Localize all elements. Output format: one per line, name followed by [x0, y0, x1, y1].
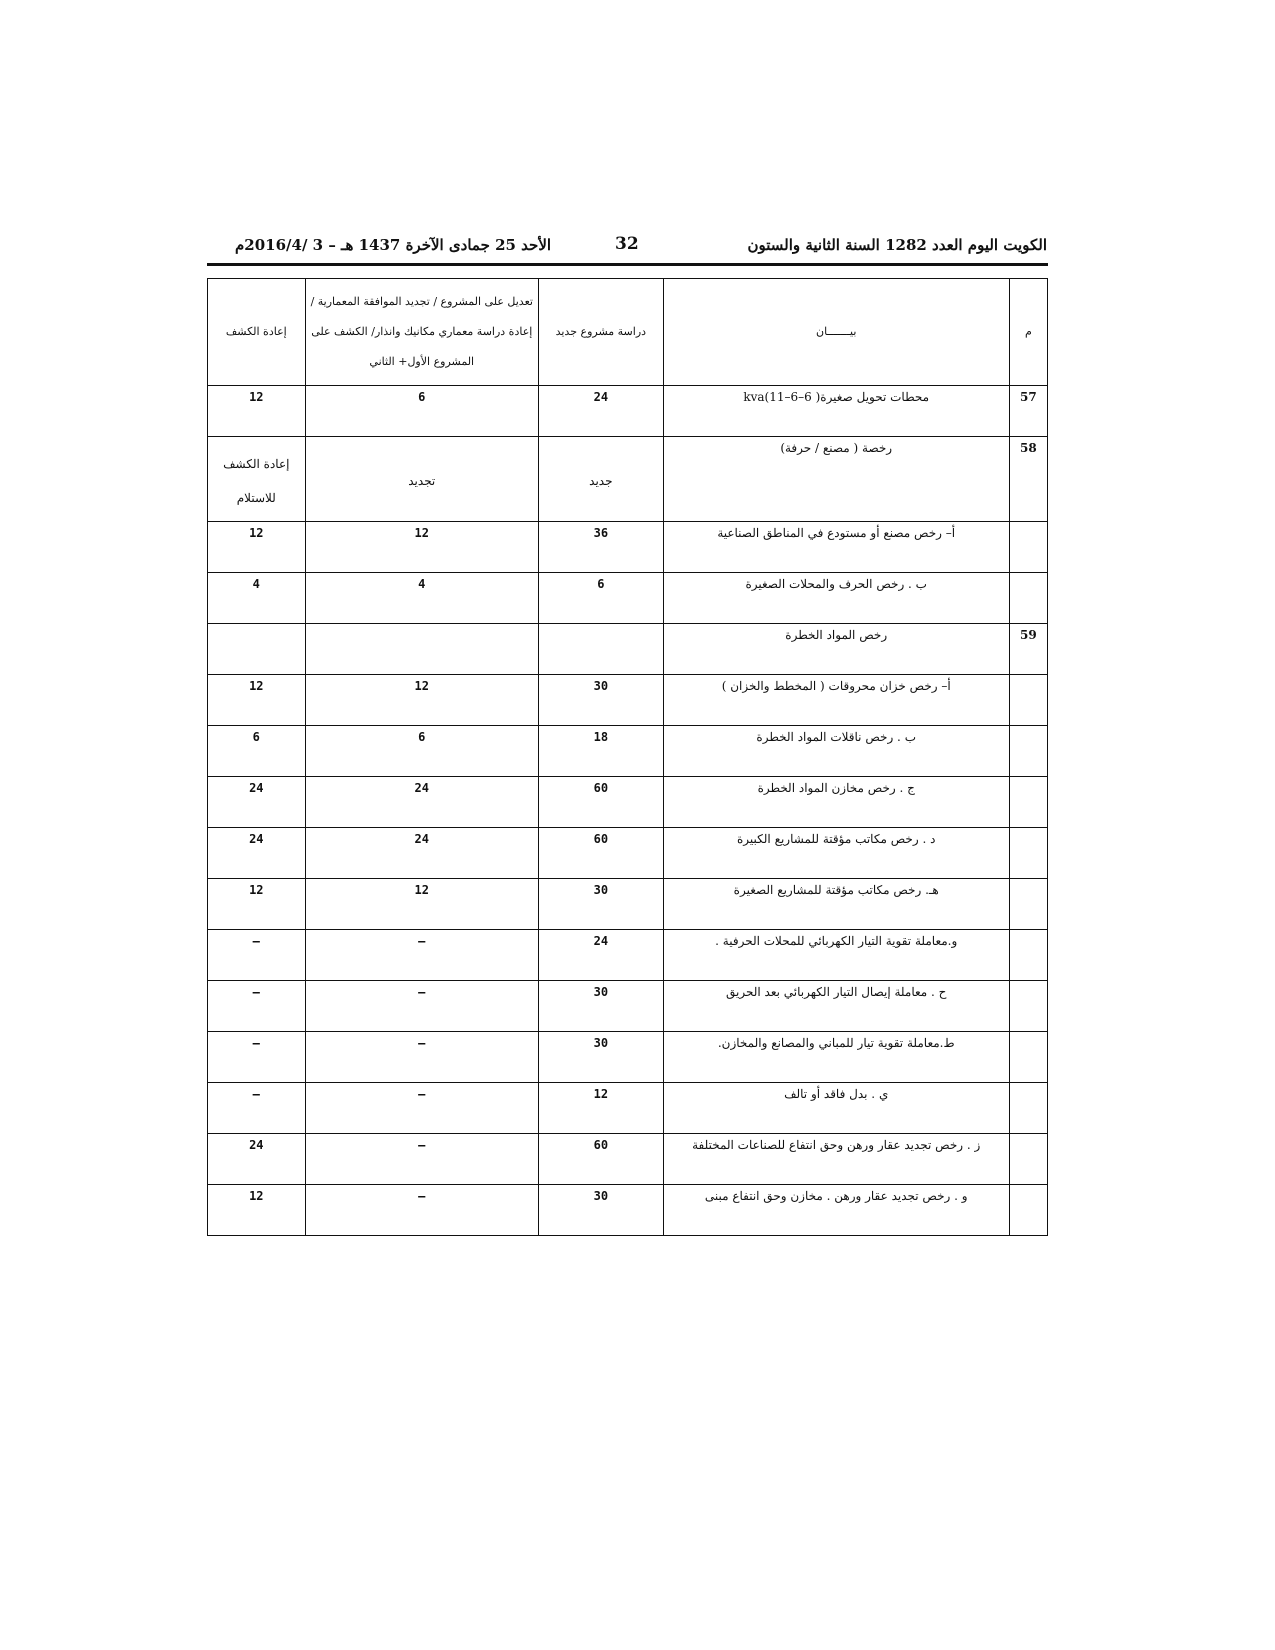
cell-reinspection: 12: [208, 879, 306, 930]
cell-new-project: 60: [538, 1134, 663, 1185]
table-row: [208, 828, 1048, 879]
cell-statement: ب . رخص ناقلات المواد الخطرة: [663, 726, 1009, 777]
cell-modification: [305, 624, 538, 675]
cell-serial: [1009, 1134, 1047, 1185]
table-row: [208, 777, 1048, 828]
cell-reinspection: [208, 624, 306, 675]
header-serial: م: [1009, 279, 1047, 386]
cell-new-project: 30: [538, 1185, 663, 1236]
cell-modification: 6: [305, 386, 538, 437]
cell-modification: –: [305, 981, 538, 1032]
table-row: [208, 437, 1048, 522]
table-row: [208, 930, 1048, 981]
table-row: [208, 522, 1048, 573]
cell-statement: أ– رخص مصنع أو مستودع في المناطق الصناعية: [663, 522, 1009, 573]
cell-new-project: 24: [538, 386, 663, 437]
header-new-project: دراسة مشروع جديد: [538, 279, 663, 386]
cell-statement: ز . رخص تجديد عقار ورهن وحق انتفاع للصناعات المختلفة: [663, 1134, 1009, 1185]
cell-new-project: 6: [538, 573, 663, 624]
cell-new-project: جديد: [538, 437, 663, 522]
cell-serial: [1009, 675, 1047, 726]
cell-new-project: 30: [538, 879, 663, 930]
cell-serial: [1009, 828, 1047, 879]
gazette-issue-title: الكويت اليوم العدد 1282 السنة الثانية والستون: [747, 236, 1047, 254]
cell-serial: [1009, 1185, 1047, 1236]
cell-new-project: 24: [538, 930, 663, 981]
table-row: [208, 675, 1048, 726]
cell-modification: 12: [305, 522, 538, 573]
cell-modification: –: [305, 1032, 538, 1083]
table-row: [208, 386, 1048, 437]
cell-serial: [1009, 930, 1047, 981]
table-row: [208, 726, 1048, 777]
cell-statement: رخص المواد الخطرة: [663, 624, 1009, 675]
cell-new-project: 30: [538, 675, 663, 726]
cell-modification: 12: [305, 879, 538, 930]
cell-new-project: 12: [538, 1083, 663, 1134]
cell-serial: [1009, 522, 1047, 573]
header-statement: بيـــــــان: [663, 279, 1009, 386]
table-row: [208, 1134, 1048, 1185]
cell-reinspection: 4: [208, 573, 306, 624]
cell-modification: –: [305, 1083, 538, 1134]
cell-reinspection: –: [208, 981, 306, 1032]
cell-statement: رخصة ( مصنع / حرفة): [663, 437, 1009, 522]
cell-statement: ي . بدل فاقد أو تالف: [663, 1083, 1009, 1134]
cell-serial: [1009, 573, 1047, 624]
header-rule: [207, 263, 1048, 266]
cell-modification: تجديد: [305, 437, 538, 522]
table-row: [208, 879, 1048, 930]
cell-serial: [1009, 777, 1047, 828]
cell-statement: د . رخص مكاتب مؤقتة للمشاريع الكبيرة: [663, 828, 1009, 879]
cell-reinspection: –: [208, 1032, 306, 1083]
cell-reinspection: 12: [208, 675, 306, 726]
cell-modification: 6: [305, 726, 538, 777]
table-row: [208, 1032, 1048, 1083]
cell-reinspection: –: [208, 930, 306, 981]
table-row: [208, 981, 1048, 1032]
cell-serial: [1009, 1032, 1047, 1083]
cell-reinspection: إعادة الكشف للاستلام: [208, 437, 306, 522]
cell-statement: و.معاملة تقوية التيار الكهربائي للمحلات الحرفية .: [663, 930, 1009, 981]
cell-modification: –: [305, 1185, 538, 1236]
table-row: [208, 573, 1048, 624]
cell-new-project: 60: [538, 777, 663, 828]
cell-serial: [1009, 726, 1047, 777]
cell-reinspection: –: [208, 1083, 306, 1134]
cell-modification: 4: [305, 573, 538, 624]
cell-modification: –: [305, 1134, 538, 1185]
cell-reinspection: 24: [208, 828, 306, 879]
fees-table: [207, 278, 1048, 1236]
cell-statement: ط.معاملة تقوية تيار للمباني والمصانع والمخازن.: [663, 1032, 1009, 1083]
cell-reinspection: 24: [208, 777, 306, 828]
cell-reinspection: 12: [208, 386, 306, 437]
page-header: [207, 232, 1047, 262]
cell-modification: –: [305, 930, 538, 981]
cell-new-project: [538, 624, 663, 675]
issue-date: الأحد 25 جمادى الآخرة 1437 هـ – 3 /2016/4م: [235, 236, 552, 254]
cell-reinspection: 24: [208, 1134, 306, 1185]
table-row: [208, 1185, 1048, 1236]
cell-serial: 58: [1009, 437, 1047, 522]
cell-statement: محطات تحويل صغيرة( 6–6–11)kva: [663, 386, 1009, 437]
header-modification: تعديل على المشروع / تجديد الموافقة المعمارية /إعادة دراسة معماري مكانيك وانذار/ الكشف على المشروع الأول+ الثاني: [305, 279, 538, 386]
cell-statement: ح . معاملة إيصال التيار الكهربائي بعد الحريق: [663, 981, 1009, 1032]
cell-reinspection: 12: [208, 522, 306, 573]
table-header-row: [208, 279, 1048, 386]
cell-serial: [1009, 879, 1047, 930]
cell-new-project: 30: [538, 1032, 663, 1083]
cell-serial: [1009, 1083, 1047, 1134]
table-row: [208, 1083, 1048, 1134]
cell-new-project: 30: [538, 981, 663, 1032]
cell-statement: أ– رخص خزان محروقات ( المخطط والخزان ): [663, 675, 1009, 726]
cell-statement: هـ. رخص مكاتب مؤقتة للمشاريع الصغيرة: [663, 879, 1009, 930]
cell-statement: ج . رخص مخازن المواد الخطرة: [663, 777, 1009, 828]
cell-serial: 57: [1009, 386, 1047, 437]
cell-reinspection: 12: [208, 1185, 306, 1236]
cell-modification: 24: [305, 777, 538, 828]
table-row: [208, 624, 1048, 675]
header-reinspection: إعادة الكشف: [208, 279, 306, 386]
page-number: 32: [615, 234, 639, 254]
cell-statement: ب . رخص الحرف والمحلات الصغيرة: [663, 573, 1009, 624]
cell-new-project: 18: [538, 726, 663, 777]
cell-modification: 24: [305, 828, 538, 879]
cell-statement: و . رخص تجديد عقار ورهن . مخازن وحق انتفاع مبنى: [663, 1185, 1009, 1236]
cell-new-project: 60: [538, 828, 663, 879]
cell-serial: 59: [1009, 624, 1047, 675]
cell-modification: 12: [305, 675, 538, 726]
cell-serial: [1009, 981, 1047, 1032]
cell-reinspection: 6: [208, 726, 306, 777]
cell-new-project: 36: [538, 522, 663, 573]
